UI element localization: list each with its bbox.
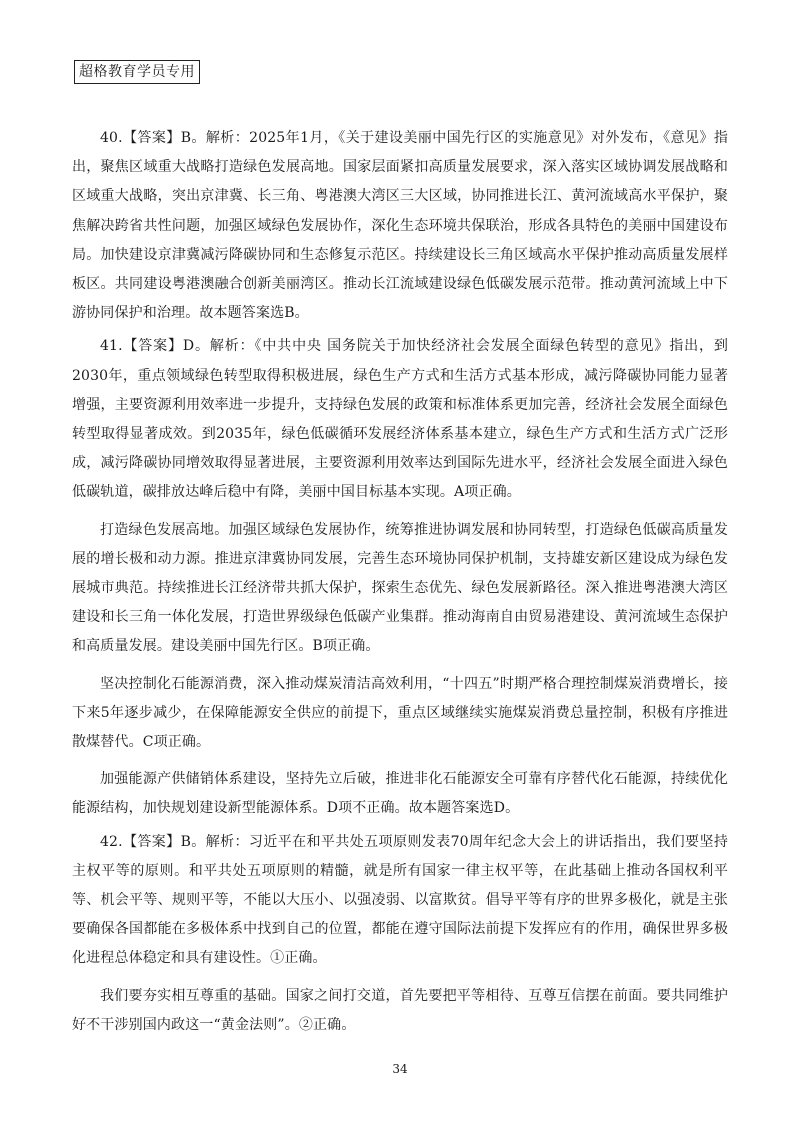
answer-41-option-b-paragraph: 打造绿色发展高地。加强区域绿色发展协作，统筹推进协调发展和协同转型，打造绿色低碳高质量发展的增长极和动力源。推进京津冀协同发展，完善生态环境协同保护机制，支持雄安新区建设成为绿色发展城市典范。持续推进长江经济带共抓大保护，探索生态优先、绿色发展新路径。深入推进粤港澳大湾区建设和长三角一体化发展，打造世界级绿色低碳产业集群。推动海南自由贸易港建设、黄河流域生态保护和高质量发展。建设美丽中国先行区。B项正确。 xyxy=(72,521,728,655)
answer-42-paragraph: 42.【答案】B。解析：习近平在和平共处五项原则发表70周年纪念大会上的讲话指出，我们要坚持主权平等的原则。和平共处五项原则的精髓，就是所有国家一律主权平等，在此基础上推动各国权利平等、机会平等、规则平等，不能以大压小、以强凌弱、以富欺贫。倡导平等有序的世界多极化，就是主张要确保各国都能在多极体系中找到自己的位置，都能在遵守国际法前提下发挥应有的作用，确保世界多极化进程总体稳定和具有建设性。①正确。 xyxy=(72,833,728,967)
answer-41-option-c-paragraph: 坚决控制化石能源消费，深入推动煤炭清洁高效利用，“十四五”时期严格合理控制煤炭消费增长，接下来5年逐步减少，在保障能源安全供应的前提下，重点区域继续实施煤炭消费总量控制，积极有序推进散煤替代。C项正确。 xyxy=(72,675,728,751)
page-number: 34 xyxy=(392,1062,408,1076)
answer-41-option-d-paragraph: 加强能源产供储销体系建设，坚持先立后破，推进非化石能源安全可靠有序替代化石能源，持续优化能源结构，加快规划建设新型能源体系。D项不正确。故本题答案选D。 xyxy=(72,771,728,817)
answer-42-item-2-paragraph: 我们要夯实相互尊重的基础。国家之间打交道，首先要把平等相待、互尊互信摆在前面。要共同维护好不干涉别国内政这一“黄金法则”。②正确。 xyxy=(72,987,728,1033)
header-tag: 超格教育学员专用 xyxy=(74,60,200,84)
document-body xyxy=(72,124,728,1044)
answer-41-paragraph: 41.【答案】D。解析：《中共中央 国务院关于加快经济社会发展全面绿色转型的意见》指出，到2030年，重点领域绿色转型取得积极进展，绿色生产方式和生活方式基本形成，减污降碳协同能力显著增强，主要资源利用效率进一步提升，支持绿色发展的政策和标准体系更加完善，经济社会发展全面绿色转型取得显著成效。到2035年，绿色低碳循环发展经济体系基本建立，绿色生产方式和生活方式广泛形成，减污降碳协同增效取得显著进展，主要资源利用效率达到国际先进水平，经济社会发展全面进入绿色低碳轨道，碳排放达峰后稳中有降，美丽中国目标基本实现。A项正确。 xyxy=(72,338,728,501)
answer-40-paragraph: 40.【答案】B。解析：2025年1月，《关于建设美丽中国先行区的实施意见》对外发布，《意见》指出，聚焦区域重大战略打造绿色发展高地。国家层面紧扣高质量发展要求，深入落实区域协调发展战略和区域重大战略，突出京津冀、长三角、粤港澳大湾区三大区域，协同推进长江、黄河流域高水平保护，聚焦解决跨省共性问题，加强区域绿色发展协作，深化生态环境共保联治，形成各具特色的美丽中国建设布局。加快建设京津冀减污降碳协同和生态修复示范区。持续建设长三角区域高水平保护推动高质量发展样板区。共同建设粤港澳融合创新美丽湾区。推动长江流域建设绿色低碳发展示范带。推动黄河流域上中下游协同保护和治理。故本题答案选B。 xyxy=(72,130,728,322)
